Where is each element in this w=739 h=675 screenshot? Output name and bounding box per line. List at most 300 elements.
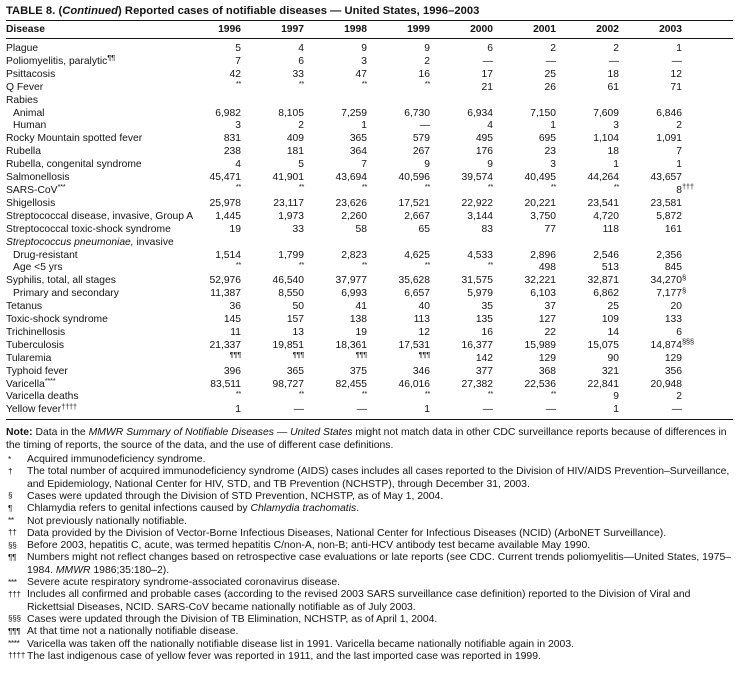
value-cell: 9 bbox=[424, 159, 430, 171]
spacer-cell bbox=[682, 146, 733, 159]
footnote-text bbox=[27, 614, 733, 626]
value-cell: 695 bbox=[538, 133, 556, 145]
value-cell: 40,495 bbox=[524, 172, 556, 184]
text-run: Severe acute respiratory syndrome-associated coronavirus disease. bbox=[27, 577, 341, 589]
value-cell: 31,575 bbox=[461, 275, 493, 287]
spacer-cell bbox=[682, 391, 733, 404]
value-cell: 32,221 bbox=[524, 275, 556, 287]
value-cell: 23,581 bbox=[650, 197, 682, 209]
disease-cell: Syphilis, total, all stages bbox=[6, 275, 116, 287]
table-row bbox=[6, 262, 733, 275]
text-run: Acquired immunodeficiency syndrome. bbox=[27, 454, 206, 466]
value-cell: 22 bbox=[544, 326, 556, 338]
value-cell: 3 bbox=[613, 120, 619, 132]
table-row bbox=[6, 82, 733, 95]
value-cell bbox=[367, 237, 430, 250]
value-cell bbox=[241, 350, 304, 366]
value-cell: 3 bbox=[361, 55, 367, 67]
value-cell: 2,356 bbox=[656, 249, 682, 261]
italic-text: MMWR bbox=[55, 564, 91, 576]
value-cell: 4 bbox=[235, 159, 241, 171]
value-cell: 9 bbox=[361, 43, 367, 54]
footnote-reference: ¶¶¶ bbox=[229, 350, 241, 360]
value-cell: 45,471 bbox=[209, 172, 241, 184]
footnote-reference: ** bbox=[487, 259, 493, 269]
value-cell: — bbox=[356, 404, 367, 416]
value-cell: 52,976 bbox=[209, 275, 241, 287]
table-row bbox=[6, 379, 733, 392]
table-row bbox=[6, 211, 733, 224]
value-cell: 1 bbox=[235, 404, 241, 416]
disease-cell: Rocky Mountain spotted fever bbox=[6, 133, 143, 145]
value-cell: 364 bbox=[349, 146, 367, 158]
value-cell bbox=[430, 95, 493, 108]
value-cell: 35 bbox=[481, 301, 493, 313]
value-cell: 7 bbox=[676, 146, 682, 158]
value-cell: 2,667 bbox=[404, 210, 430, 222]
table-row bbox=[6, 56, 733, 69]
column-header-1997: 1997 bbox=[241, 21, 304, 39]
footnote-reference: *** bbox=[57, 182, 66, 192]
value-cell: 46,016 bbox=[398, 378, 430, 390]
value-cell bbox=[241, 79, 304, 95]
value-cell bbox=[493, 95, 556, 108]
value-cell: 7 bbox=[235, 55, 241, 67]
value-cell: 83 bbox=[481, 223, 493, 235]
value-cell bbox=[367, 350, 430, 366]
value-cell: 19 bbox=[229, 223, 241, 235]
footnote-reference: ** bbox=[235, 182, 241, 192]
spacer-cell bbox=[682, 133, 733, 146]
table-row bbox=[6, 198, 733, 211]
value-cell: 15,075 bbox=[587, 339, 619, 351]
value-cell bbox=[367, 182, 430, 198]
disease-cell: Tularemia bbox=[6, 352, 52, 364]
disease-cell: Streptococcus pneumoniae, invasive bbox=[6, 236, 174, 248]
value-cell: 23,117 bbox=[273, 197, 304, 209]
value-cell bbox=[304, 182, 367, 198]
value-cell: 396 bbox=[223, 365, 241, 377]
value-cell: 61 bbox=[607, 81, 619, 93]
value-cell bbox=[241, 182, 304, 198]
value-cell bbox=[430, 388, 493, 404]
footnote-text bbox=[27, 491, 733, 503]
italic-text: Chlamydia trachomatis bbox=[250, 503, 357, 515]
value-cell bbox=[304, 388, 367, 404]
text-run: At that time not a nationally notifiable disease. bbox=[27, 626, 239, 638]
value-cell: — bbox=[293, 404, 304, 416]
value-cell: 4,625 bbox=[404, 249, 430, 261]
value-cell: 9 bbox=[424, 43, 430, 54]
value-cell: 44,264 bbox=[587, 172, 619, 184]
footnote-text bbox=[27, 552, 733, 577]
value-cell: 8,550 bbox=[278, 288, 304, 300]
footnote-marker: ** bbox=[8, 516, 14, 526]
text-run: Numbers might not reflect changes based on retrospective case evaluations or late reports (see CDC. Current trends poliomyelitis—United States, 1975–1984. bbox=[27, 552, 732, 576]
footnote bbox=[6, 639, 733, 651]
footnote bbox=[6, 466, 733, 491]
table-title-continued: Continued bbox=[62, 5, 118, 17]
footnote bbox=[6, 614, 733, 626]
value-cell bbox=[304, 350, 367, 366]
value-cell bbox=[556, 95, 619, 108]
value-cell: 11,387 bbox=[210, 288, 241, 300]
value-cell: 14 bbox=[607, 326, 619, 338]
value-cell: 3 bbox=[235, 120, 241, 132]
value-cell: 145 bbox=[223, 314, 241, 326]
value-cell: 157 bbox=[286, 314, 304, 326]
footnote-reference: ** bbox=[298, 388, 304, 398]
disease-cell: Tuberculosis bbox=[6, 339, 64, 351]
table-row bbox=[6, 404, 733, 419]
value-cell: 1,091 bbox=[656, 133, 682, 145]
spacer-cell bbox=[682, 237, 733, 250]
disease-cell: Yellow fever†††† bbox=[6, 401, 77, 416]
value-cell bbox=[493, 182, 556, 198]
value-cell: 4,720 bbox=[593, 210, 619, 222]
disease-cell: Animal bbox=[13, 107, 45, 119]
column-header-2000: 2000 bbox=[430, 21, 493, 39]
value-cell: 41,901 bbox=[272, 172, 304, 184]
table-row bbox=[6, 133, 733, 146]
footnote bbox=[6, 516, 733, 528]
value-cell: 18,361 bbox=[335, 339, 367, 351]
table-title-prefix: TABLE 8. ( bbox=[6, 5, 63, 17]
footnote-reference: ** bbox=[235, 388, 241, 398]
footnote-reference: ** bbox=[487, 182, 493, 192]
value-cell bbox=[367, 388, 430, 404]
value-cell: 161 bbox=[664, 223, 682, 235]
value-cell: 9 bbox=[613, 391, 619, 403]
footnote-reference: ** bbox=[424, 388, 430, 398]
value-cell: 138 bbox=[349, 314, 367, 326]
value-cell bbox=[430, 237, 493, 250]
value-cell: 16,377 bbox=[461, 339, 493, 351]
spacer-cell bbox=[682, 82, 733, 95]
spacer-cell bbox=[682, 224, 733, 237]
value-cell: 377 bbox=[475, 365, 493, 377]
value-cell: 6,730 bbox=[404, 107, 430, 119]
value-cell: 368 bbox=[538, 365, 556, 377]
value-cell: 579 bbox=[412, 133, 430, 145]
text-run: Before 2003, hepatitis C, acute, was termed hepatitis C/non-A, non-B; anti-HCV antibody test became available May 1990. bbox=[27, 540, 591, 552]
italic-text: MMWR Summary of Notifiable Diseases — United States bbox=[88, 427, 353, 439]
value-cell bbox=[367, 79, 430, 95]
table-row bbox=[6, 120, 733, 133]
text-run: Varicella was taken off the nationally notifiable disease list in 1991. Varicella became nationally notifiable again in 2003. bbox=[27, 638, 575, 650]
value-cell: 12 bbox=[670, 68, 682, 80]
footnote-reference: ** bbox=[487, 388, 493, 398]
footnote bbox=[6, 528, 733, 540]
table-row bbox=[6, 224, 733, 237]
value-cell: 36 bbox=[229, 301, 241, 313]
value-cell: — bbox=[608, 55, 619, 67]
value-cell: 34,270§ bbox=[650, 272, 686, 287]
disease-cell: Tetanus bbox=[6, 301, 43, 313]
disease-cell: Primary and secondary bbox=[13, 288, 119, 300]
value-cell: 365 bbox=[349, 133, 367, 145]
table-row bbox=[6, 146, 733, 159]
value-cell: 35,628 bbox=[398, 275, 430, 287]
footnote bbox=[6, 626, 733, 638]
footnote-marker: †††† bbox=[8, 651, 26, 661]
value-cell: 21 bbox=[481, 81, 493, 93]
value-cell: — bbox=[545, 404, 556, 416]
value-cell: 8††† bbox=[676, 182, 694, 196]
value-cell: 77 bbox=[544, 223, 556, 235]
footnote-marker: **** bbox=[8, 639, 20, 649]
value-cell bbox=[178, 95, 241, 108]
spacer-cell bbox=[682, 39, 733, 56]
value-cell: 181 bbox=[286, 146, 304, 158]
value-cell: 23,626 bbox=[335, 197, 367, 209]
value-cell: 21,337 bbox=[209, 339, 241, 351]
value-cell: 83,511 bbox=[210, 378, 241, 390]
value-cell: 41 bbox=[355, 301, 367, 313]
text-run: The last indigenous case of yellow fever was reported in 1911, and the last imported case was reported in 1999. bbox=[27, 650, 541, 662]
spacer-cell bbox=[682, 108, 733, 121]
column-header-1999: 1999 bbox=[367, 21, 430, 39]
value-cell: 7,177§ bbox=[656, 285, 686, 300]
value-cell: 25 bbox=[544, 68, 556, 80]
value-cell: — bbox=[671, 55, 682, 67]
footnote-reference: ** bbox=[235, 259, 241, 269]
value-cell bbox=[178, 182, 241, 198]
disease-cell: Rabies bbox=[6, 94, 39, 106]
value-cell: 1 bbox=[550, 120, 556, 132]
table-row bbox=[6, 39, 733, 56]
value-cell: 19 bbox=[355, 326, 367, 338]
value-cell: — bbox=[545, 55, 556, 67]
column-header-2001: 2001 bbox=[493, 21, 556, 39]
value-cell bbox=[430, 259, 493, 275]
footnote-reference: ** bbox=[298, 182, 304, 192]
footnote bbox=[6, 454, 733, 466]
value-cell: 321 bbox=[601, 365, 619, 377]
footnote-text bbox=[27, 626, 733, 638]
value-cell: 23,541 bbox=[587, 197, 619, 209]
table-row bbox=[6, 301, 733, 314]
value-cell: 2 bbox=[424, 55, 430, 67]
column-header-disease: Disease bbox=[6, 21, 178, 39]
footnote-text bbox=[27, 528, 733, 540]
footnote-reference: ** bbox=[361, 182, 367, 192]
value-cell bbox=[430, 182, 493, 198]
value-cell: 6 bbox=[676, 326, 682, 338]
spacer-cell bbox=[682, 288, 733, 301]
value-cell: 17 bbox=[481, 68, 493, 80]
value-cell: 90 bbox=[607, 352, 619, 364]
value-cell: 25 bbox=[607, 301, 619, 313]
spacer-cell bbox=[682, 198, 733, 211]
value-cell: 40 bbox=[418, 301, 430, 313]
footnote-reference: **** bbox=[44, 376, 56, 386]
value-cell bbox=[241, 237, 304, 250]
table-row bbox=[6, 185, 733, 198]
footnote-marker: §§ bbox=[8, 540, 17, 550]
value-cell: 498 bbox=[538, 262, 556, 274]
footnote-reference: ** bbox=[298, 259, 304, 269]
value-cell: 2,896 bbox=[530, 249, 556, 261]
value-cell: 5,979 bbox=[467, 288, 493, 300]
value-cell bbox=[367, 259, 430, 275]
value-cell: 1 bbox=[613, 159, 619, 171]
value-cell: 6,982 bbox=[215, 107, 241, 119]
value-cell: 6,846 bbox=[656, 107, 682, 119]
value-cell: 4,533 bbox=[467, 249, 493, 261]
table-row bbox=[6, 250, 733, 263]
value-cell: 33 bbox=[292, 68, 304, 80]
value-cell: 18 bbox=[607, 68, 619, 80]
value-cell: 356 bbox=[664, 365, 682, 377]
footnote-marker: § bbox=[8, 491, 13, 501]
disease-cell: Rubella, congenital syndrome bbox=[6, 159, 142, 171]
table-row bbox=[6, 159, 733, 172]
disease-cell: Typhoid fever bbox=[6, 365, 68, 377]
disease-cell: Varicella**** bbox=[6, 376, 56, 390]
table-title bbox=[6, 5, 733, 17]
footnote-reference: ** bbox=[613, 182, 619, 192]
value-cell: 7 bbox=[361, 159, 367, 171]
value-cell: 14,874§§§ bbox=[650, 337, 694, 351]
value-cell: 37 bbox=[544, 301, 556, 313]
value-cell: 37,977 bbox=[335, 275, 367, 287]
value-cell: 25,978 bbox=[209, 197, 241, 209]
disease-cell: Poliomyelitis, paralytic¶¶ bbox=[6, 53, 115, 67]
value-cell: 32,871 bbox=[587, 275, 619, 287]
table-row bbox=[6, 288, 733, 301]
value-cell: 2 bbox=[550, 43, 556, 54]
value-cell: 6 bbox=[298, 55, 304, 67]
table-row bbox=[6, 95, 733, 108]
value-cell: 43,694 bbox=[335, 172, 367, 184]
table-row bbox=[6, 275, 733, 288]
footnote bbox=[6, 503, 733, 515]
footnote-reference: ** bbox=[424, 79, 430, 89]
footnote bbox=[6, 552, 733, 577]
value-cell: 2 bbox=[676, 391, 682, 403]
spacer-cell bbox=[682, 379, 733, 392]
table-note bbox=[6, 427, 733, 452]
footnote-text bbox=[27, 577, 733, 589]
value-cell: 58 bbox=[355, 223, 367, 235]
value-cell bbox=[241, 388, 304, 404]
value-cell: 495 bbox=[475, 133, 493, 145]
value-cell: 9 bbox=[487, 159, 493, 171]
footnote bbox=[6, 491, 733, 503]
value-cell: 1,799 bbox=[278, 249, 304, 261]
footnote-marker: *** bbox=[8, 577, 17, 587]
footnote-reference: ** bbox=[424, 182, 430, 192]
value-cell: 6,934 bbox=[467, 107, 493, 119]
disease-cell: Age <5 yrs bbox=[13, 262, 63, 274]
footnote-reference: ** bbox=[361, 79, 367, 89]
value-cell: 375 bbox=[349, 365, 367, 377]
disease-cell: Plague bbox=[6, 43, 39, 54]
footnote-reference: ** bbox=[550, 388, 556, 398]
value-cell bbox=[619, 237, 682, 250]
value-cell: 39,574 bbox=[461, 172, 493, 184]
table-body bbox=[6, 39, 733, 420]
value-cell: — bbox=[482, 55, 493, 67]
value-cell: 50 bbox=[292, 301, 304, 313]
value-cell: 20,948 bbox=[650, 378, 682, 390]
text-run: might not match data in other CDC surveillance reports because of differences in the timing of reports, the source of the data, and the use of different case definitions. bbox=[6, 427, 727, 451]
value-cell bbox=[304, 259, 367, 275]
value-cell: 19,851 bbox=[272, 339, 304, 351]
spacer-cell bbox=[682, 120, 733, 133]
value-cell: 65 bbox=[418, 223, 430, 235]
footnote bbox=[6, 577, 733, 589]
value-cell: 22,536 bbox=[524, 378, 556, 390]
value-cell: 1 bbox=[676, 43, 682, 54]
footnote-text bbox=[27, 516, 733, 528]
value-cell: 129 bbox=[538, 352, 556, 364]
value-cell bbox=[493, 237, 556, 250]
table-row bbox=[6, 69, 733, 82]
value-cell: 3 bbox=[550, 159, 556, 171]
spacer-cell bbox=[682, 211, 733, 224]
table-row bbox=[6, 327, 733, 340]
footnote-reference: ** bbox=[361, 388, 367, 398]
table-row bbox=[6, 340, 733, 353]
table-row bbox=[6, 366, 733, 379]
value-cell: 365 bbox=[286, 365, 304, 377]
value-cell bbox=[619, 95, 682, 108]
value-cell: 2,260 bbox=[341, 210, 367, 222]
value-cell bbox=[493, 388, 556, 404]
footnote-marker: † bbox=[8, 466, 13, 476]
value-cell bbox=[178, 388, 241, 404]
value-cell: 2 bbox=[298, 120, 304, 132]
table-row bbox=[6, 314, 733, 327]
footnote-reference: ** bbox=[235, 79, 241, 89]
value-cell: 6,862 bbox=[593, 288, 619, 300]
value-cell bbox=[178, 350, 241, 366]
value-cell: 2,546 bbox=[593, 249, 619, 261]
value-cell: 27,382 bbox=[461, 378, 493, 390]
disease-cell: Trichinellosis bbox=[6, 326, 66, 338]
value-cell: 15,989 bbox=[524, 339, 556, 351]
value-cell: 1 bbox=[676, 159, 682, 171]
value-cell: 17,521 bbox=[398, 197, 430, 209]
value-cell: — bbox=[671, 404, 682, 416]
value-cell: 3,144 bbox=[467, 210, 493, 222]
value-cell: 6 bbox=[487, 43, 493, 54]
text-run: 1986;35:180–2). bbox=[90, 564, 170, 576]
value-cell: 346 bbox=[412, 365, 430, 377]
value-cell: 18 bbox=[607, 146, 619, 158]
value-cell: 17,531 bbox=[398, 339, 430, 351]
spacer-cell bbox=[682, 250, 733, 263]
value-cell: 47 bbox=[355, 68, 367, 80]
value-cell: 109 bbox=[601, 314, 619, 326]
value-cell bbox=[556, 237, 619, 250]
spacer-cell bbox=[682, 314, 733, 327]
column-header-2003: 2003 bbox=[619, 21, 682, 39]
footnote bbox=[6, 589, 733, 614]
footnotes bbox=[6, 454, 733, 663]
value-cell bbox=[178, 237, 241, 250]
value-cell: 845 bbox=[664, 262, 682, 274]
footnote-text bbox=[27, 540, 733, 552]
text-run: The total number of acquired immunodeficiency syndrome (AIDS) cases includes all cases reported to the Division of HIV/AIDS Prevention–Surveillance, and Epidemiology, National Center for HIV, STD, and TB Prevention (NCHSTP), through December 31, 2003. bbox=[27, 466, 730, 490]
value-cell: 82,455 bbox=[335, 378, 367, 390]
spacer-cell bbox=[682, 275, 733, 288]
column-header-2002: 2002 bbox=[556, 21, 619, 39]
disease-cell: Rubella bbox=[6, 146, 41, 158]
disease-cell: Toxic-shock syndrome bbox=[6, 314, 108, 326]
